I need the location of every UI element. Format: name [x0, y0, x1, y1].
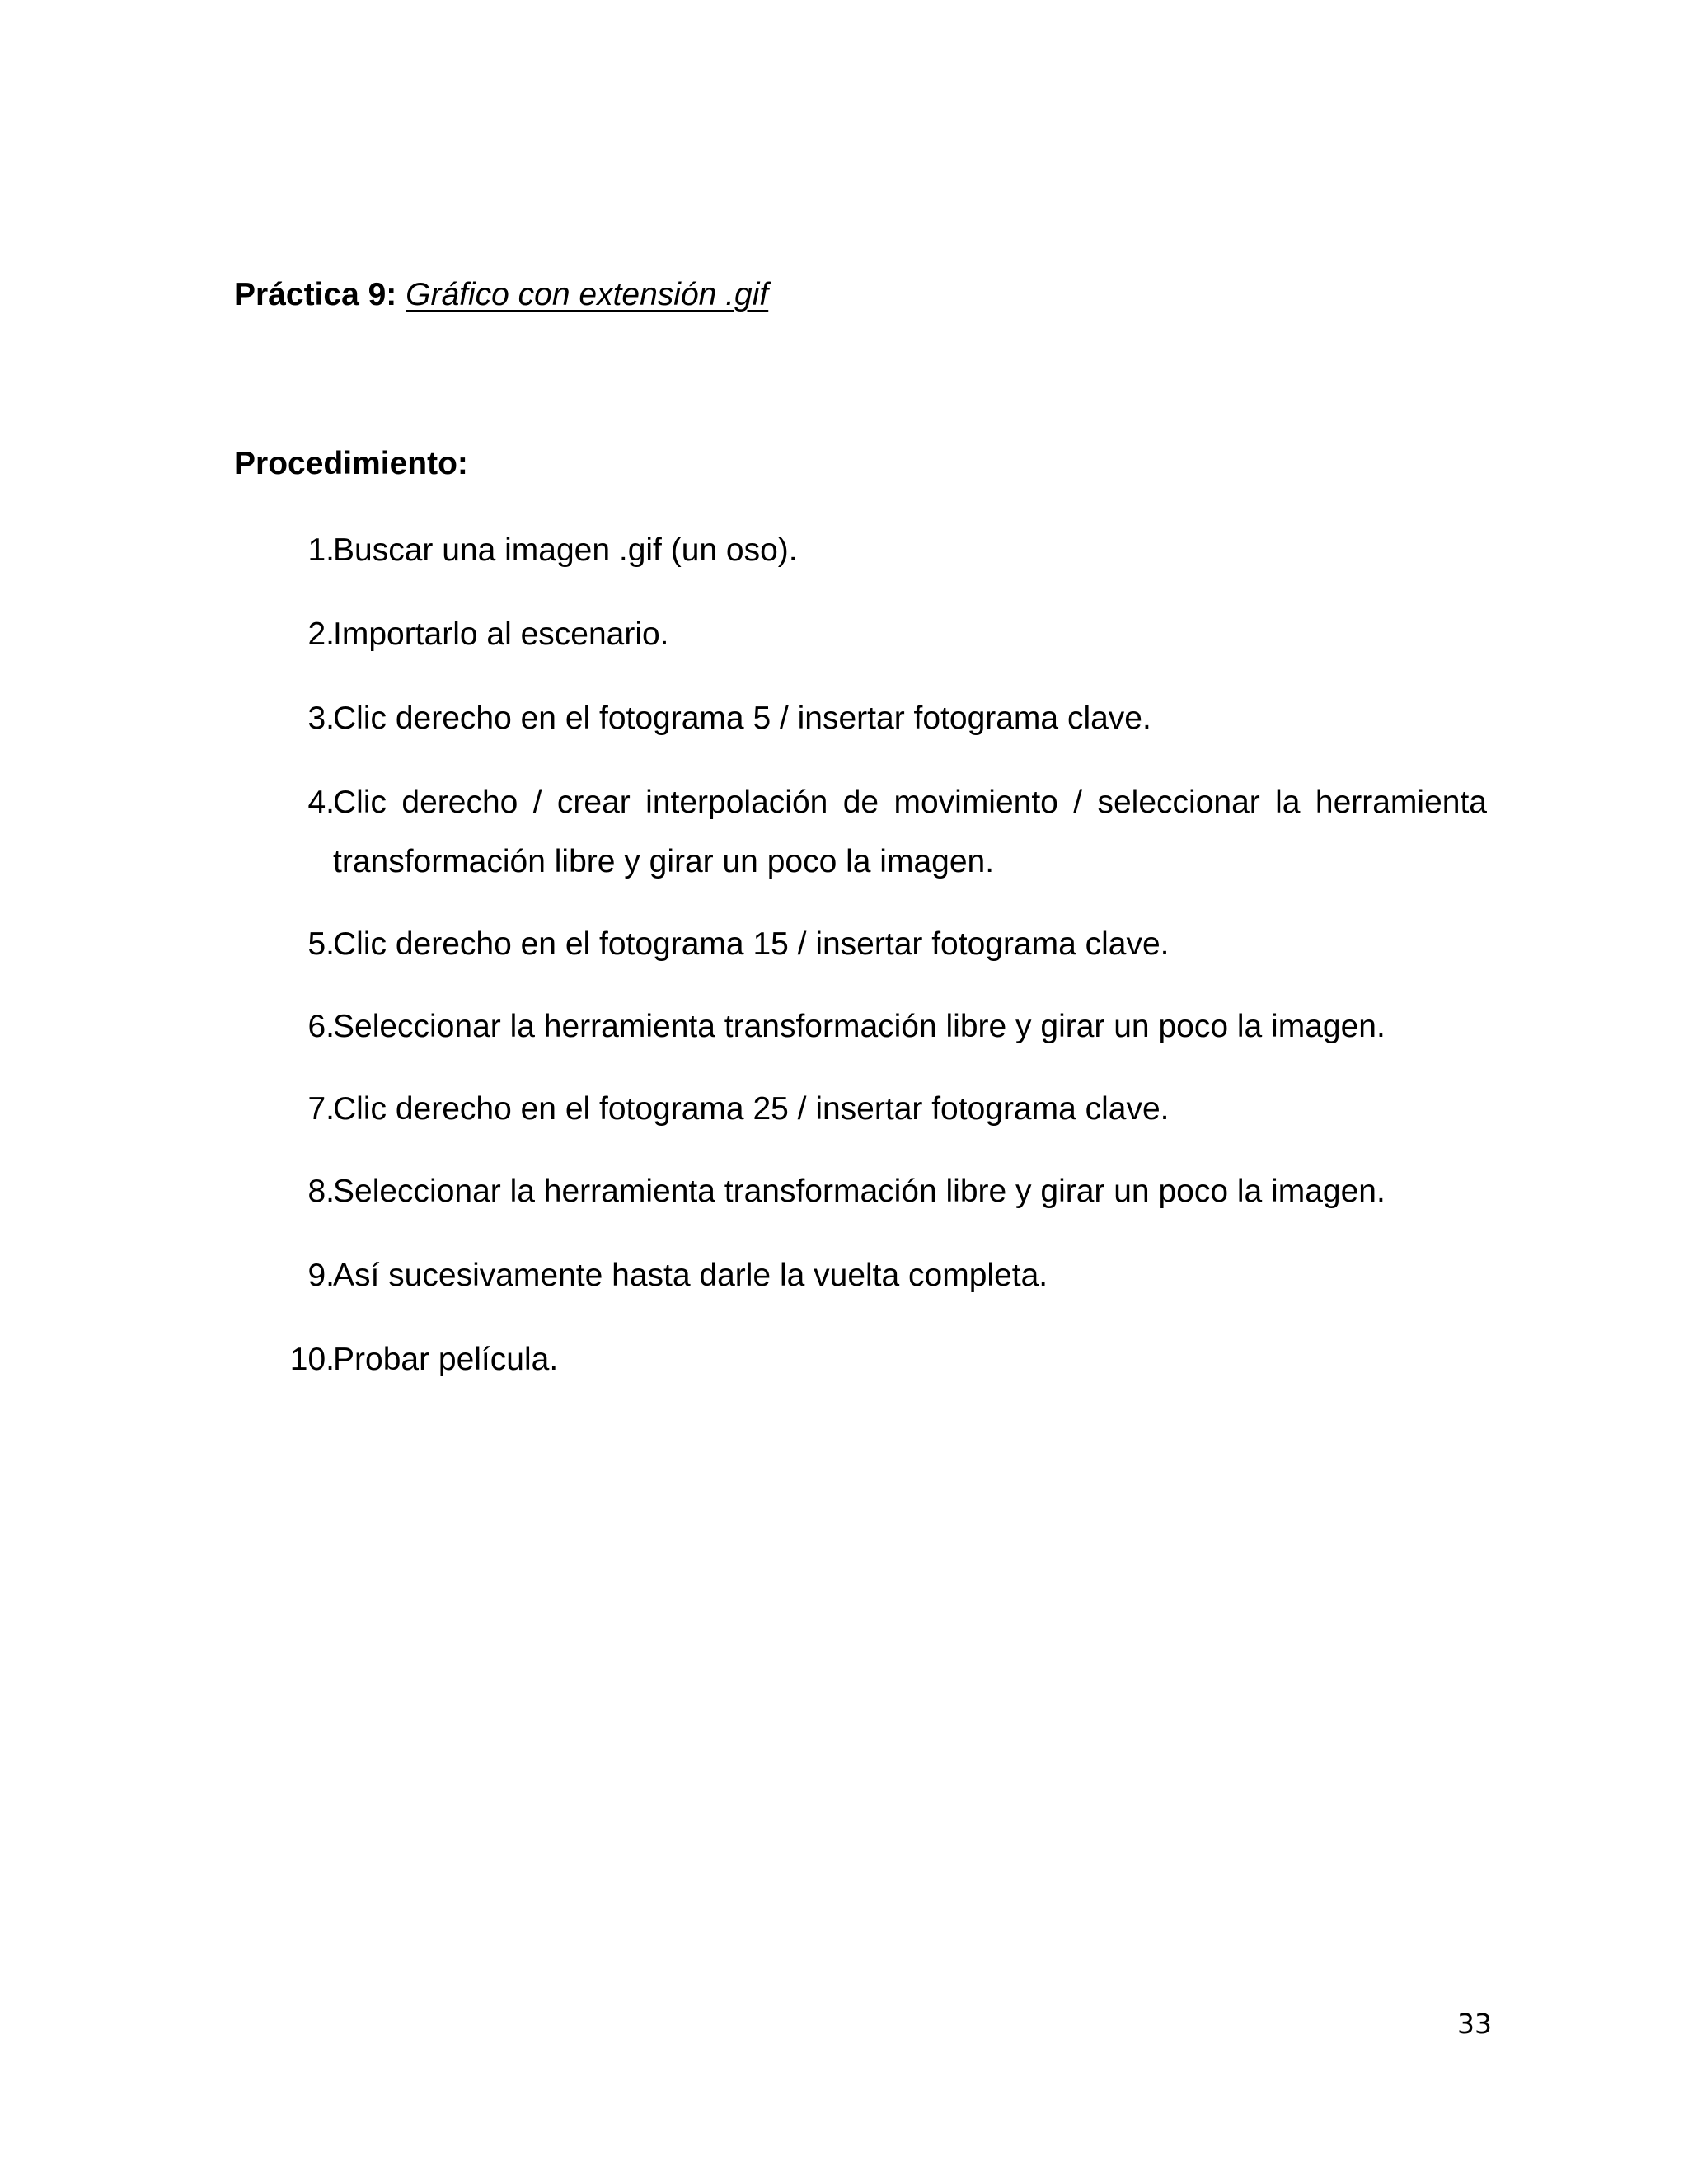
step-text: Probar película. — [333, 1342, 559, 1377]
step-number: 5. — [307, 926, 335, 962]
step-number: 1. — [307, 532, 335, 568]
step-number: 8. — [307, 1174, 335, 1209]
practice-name: Gráfico con extensión .gif — [406, 277, 769, 312]
step-text: Seleccionar la herramienta transformación libre y girar un poco la imagen. — [333, 1009, 1386, 1044]
step-number: 7. — [307, 1091, 335, 1127]
step-number: 3. — [307, 701, 335, 736]
procedure-heading: Procedimiento: — [234, 446, 468, 481]
step-text: Así sucesivamente hasta darle la vuelta completa. — [333, 1258, 1048, 1293]
step-text: Clic derecho / crear interpolación de movimiento / seleccionar la herramienta transformación libre y girar un poco la imagen. — [333, 785, 1487, 879]
step-text: Seleccionar la herramienta transformación libre y girar un poco la imagen. — [333, 1174, 1386, 1209]
step-text: Clic derecho en el fotograma 15 / insertar fotograma clave. — [333, 926, 1170, 962]
step-number: 4. — [307, 785, 335, 820]
step-text: Importarlo al escenario. — [333, 616, 669, 652]
practice-title — [234, 275, 768, 315]
step-number: 6. — [307, 1009, 335, 1044]
practice-label: Práctica 9: — [234, 277, 397, 312]
step-number: 2. — [307, 616, 335, 652]
step-text: Buscar una imagen .gif (un oso). — [333, 532, 798, 568]
step-number: 10. — [289, 1342, 335, 1377]
step-text: Clic derecho en el fotograma 25 / insertar fotograma clave. — [333, 1091, 1170, 1127]
step-number: 9. — [307, 1258, 335, 1293]
step-text: Clic derecho en el fotograma 5 / insertar fotograma clave. — [333, 701, 1151, 736]
page-number: 33 — [1457, 2008, 1492, 2040]
